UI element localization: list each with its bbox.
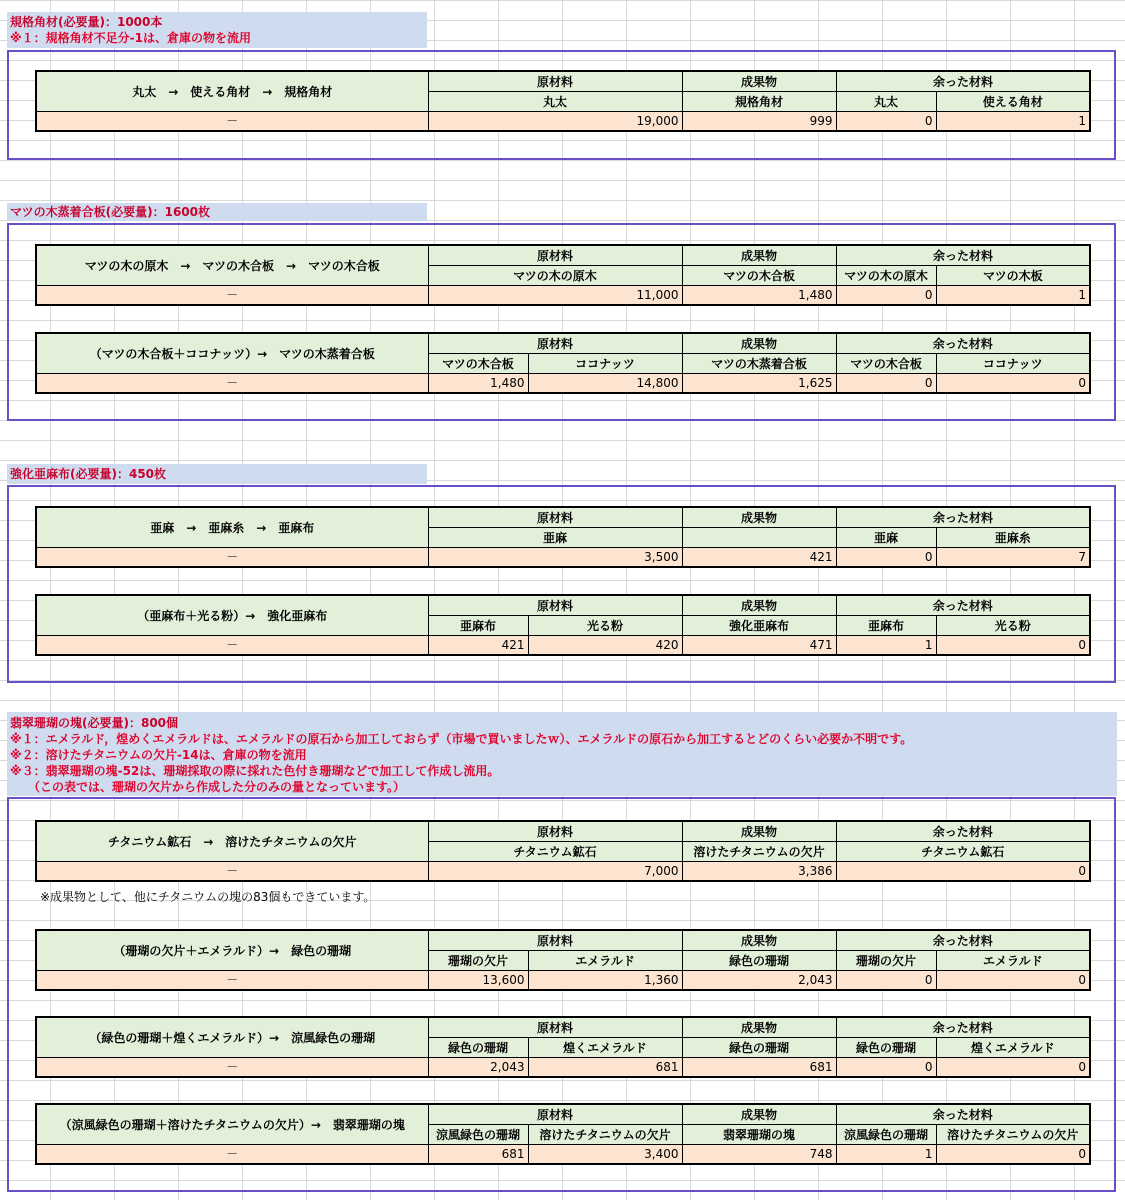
col-header: 光る粉 xyxy=(936,615,1090,635)
col-header: マツの木板 xyxy=(936,265,1090,285)
group-raw: 原材料 xyxy=(428,245,682,265)
group-leftover: 余った材料 xyxy=(836,71,1090,91)
cell[interactable]: 1 xyxy=(836,1144,936,1164)
cell[interactable]: 2,043 xyxy=(428,1057,528,1077)
cell[interactable]: 1 xyxy=(936,285,1090,305)
section-title: 強化亜麻布(必要量)：450枚 xyxy=(10,467,167,481)
group-raw: 原材料 xyxy=(428,821,682,841)
recipe-table xyxy=(35,1016,1091,1078)
cell[interactable]: 681 xyxy=(428,1144,528,1164)
col-header: 涼風緑色の珊瑚 xyxy=(428,1124,528,1144)
col-header: 緑色の珊瑚 xyxy=(836,1037,936,1057)
cell[interactable]: 0 xyxy=(936,970,1090,990)
col-header: チタニウム鉱石 xyxy=(428,841,682,861)
col-header: 亜麻 xyxy=(836,527,936,547)
col-header: マツの木合板 xyxy=(428,353,528,373)
cell[interactable]: 7,000 xyxy=(428,861,682,881)
flow-label: （緑色の珊瑚＋煌くエメラルド）→ 涼風緑色の珊瑚 xyxy=(36,1017,428,1057)
cell[interactable]: 1 xyxy=(936,111,1090,131)
group-output: 成果物 xyxy=(682,1104,836,1124)
cell[interactable]: 14,800 xyxy=(528,373,682,393)
col-header: 規格角材 xyxy=(682,91,836,111)
col-header: 珊瑚の欠片 xyxy=(428,950,528,970)
col-header: ココナッツ xyxy=(936,353,1090,373)
group-output: 成果物 xyxy=(682,1017,836,1037)
col-header: 緑色の珊瑚 xyxy=(682,1037,836,1057)
col-header: 煌くエメラルド xyxy=(528,1037,682,1057)
cell[interactable]: 0 xyxy=(836,861,1090,881)
cell[interactable]: － xyxy=(36,111,428,131)
recipe-table xyxy=(35,929,1091,991)
cell[interactable]: 999 xyxy=(682,111,836,131)
group-leftover: 余った材料 xyxy=(836,821,1090,841)
cell[interactable]: 0 xyxy=(936,1144,1090,1164)
cell[interactable]: 0 xyxy=(836,285,936,305)
cell[interactable]: 3,386 xyxy=(682,861,836,881)
cell[interactable]: 420 xyxy=(528,635,682,655)
cell[interactable]: 3,400 xyxy=(528,1144,682,1164)
section-header-ama xyxy=(7,464,427,484)
cell[interactable]: 748 xyxy=(682,1144,836,1164)
cell[interactable]: 0 xyxy=(836,1057,936,1077)
recipe-table xyxy=(35,70,1091,132)
group-raw: 原材料 xyxy=(428,930,682,950)
cell[interactable]: － xyxy=(36,635,428,655)
cell[interactable]: － xyxy=(36,547,428,567)
group-output: 成果物 xyxy=(682,930,836,950)
col-header: マツの木の原木 xyxy=(428,265,682,285)
col-header: 溶けたチタニウムの欠片 xyxy=(682,841,836,861)
flow-label: （涼風緑色の珊瑚＋溶けたチタニウムの欠片）→ 翡翠珊瑚の塊 xyxy=(36,1104,428,1144)
flow-label: （珊瑚の欠片＋エメラルド）→ 緑色の珊瑚 xyxy=(36,930,428,970)
col-header: 丸太 xyxy=(428,91,682,111)
group-leftover: 余った材料 xyxy=(836,595,1090,615)
col-header: 翡翠珊瑚の塊 xyxy=(682,1124,836,1144)
flow-label: 丸太 → 使える角材 → 規格角材 xyxy=(36,71,428,111)
flow-label: マツの木の原木 → マツの木合板 → マツの木合板 xyxy=(36,245,428,285)
cell[interactable]: 0 xyxy=(836,373,936,393)
col-header: 溶けたチタニウムの欠片 xyxy=(936,1124,1090,1144)
cell[interactable]: 0 xyxy=(836,547,936,567)
col-header: 緑色の珊瑚 xyxy=(428,1037,528,1057)
cell[interactable]: 471 xyxy=(682,635,836,655)
col-header: マツの木合板 xyxy=(682,265,836,285)
group-raw: 原材料 xyxy=(428,1104,682,1124)
section-note: ※３：翡翠珊瑚の塊-52は、珊瑚採取の際に採れた色付き珊瑚などで加工して作成し流用。 xyxy=(10,764,500,778)
section-title: 翡翠珊瑚の塊(必要量)：800個 xyxy=(10,716,179,730)
flow-label: （亜麻布＋光る粉）→ 強化亜麻布 xyxy=(36,595,428,635)
group-output: 成果物 xyxy=(682,821,836,841)
cell[interactable]: － xyxy=(36,285,428,305)
flow-label: 亜麻 → 亜麻糸 → 亜麻布 xyxy=(36,507,428,547)
cell[interactable]: 1,360 xyxy=(528,970,682,990)
recipe-table xyxy=(35,506,1091,568)
col-header: 緑色の珊瑚 xyxy=(682,950,836,970)
cell[interactable]: 1,480 xyxy=(428,373,528,393)
recipe-table xyxy=(35,332,1091,394)
flow-label: チタニウム鉱石 → 溶けたチタニウムの欠片 xyxy=(36,821,428,861)
cell[interactable]: 0 xyxy=(836,970,936,990)
col-header: マツの木合板 xyxy=(836,353,936,373)
group-leftover: 余った材料 xyxy=(836,333,1090,353)
col-header: 涼風緑色の珊瑚 xyxy=(836,1124,936,1144)
cell[interactable]: 421 xyxy=(682,547,836,567)
group-leftover: 余った材料 xyxy=(836,1104,1090,1124)
cell[interactable]: 0 xyxy=(936,373,1090,393)
recipe-table xyxy=(35,820,1091,882)
cell[interactable]: 13,600 xyxy=(428,970,528,990)
section-note: ※２：溶けたチタニウムの欠片-14は、倉庫の物を流用 xyxy=(10,748,307,762)
col-header: エメラルド xyxy=(936,950,1090,970)
group-leftover: 余った材料 xyxy=(836,507,1090,527)
group-leftover: 余った材料 xyxy=(836,1017,1090,1037)
section-note: ※１：エメラルド，煌めくエメラルドは、エメラルドの原石から加工しておらず（市場で買いましたｗ）、エメラルドの原石から加工するとどのくらい必要か不明です。 xyxy=(10,732,913,746)
col-header: マツの木蒸着合板 xyxy=(682,353,836,373)
group-output: 成果物 xyxy=(682,595,836,615)
col-header: 亜麻 xyxy=(428,527,682,547)
col-header: 強化亜麻布 xyxy=(682,615,836,635)
cell[interactable]: 0 xyxy=(836,111,936,131)
col-header: チタニウム鉱石 xyxy=(836,841,1090,861)
group-output: 成果物 xyxy=(682,333,836,353)
cell[interactable]: 0 xyxy=(936,1057,1090,1077)
cell[interactable]: 7 xyxy=(936,547,1090,567)
col-header xyxy=(682,527,836,547)
section-header-kikaku xyxy=(7,12,427,48)
col-header: 珊瑚の欠片 xyxy=(836,950,936,970)
section-header-hisui xyxy=(7,712,1117,796)
cell[interactable]: － xyxy=(36,373,428,393)
col-header: ココナッツ xyxy=(528,353,682,373)
group-output: 成果物 xyxy=(682,71,836,91)
col-header: 使える角材 xyxy=(936,91,1090,111)
cell[interactable]: 1,480 xyxy=(682,285,836,305)
section-title: マツの木蒸着合板(必要量)：1600枚 xyxy=(10,205,211,219)
col-header: エメラルド xyxy=(528,950,682,970)
recipe-table xyxy=(35,594,1091,656)
col-header: 溶けたチタニウムの欠片 xyxy=(528,1124,682,1144)
cell[interactable]: 0 xyxy=(936,635,1090,655)
group-raw: 原材料 xyxy=(428,71,682,91)
cell[interactable]: 11,000 xyxy=(428,285,682,305)
group-leftover: 余った材料 xyxy=(836,245,1090,265)
col-header: 煌くエメラルド xyxy=(936,1037,1090,1057)
cell[interactable]: － xyxy=(36,861,428,881)
cell[interactable]: － xyxy=(36,970,428,990)
extra-note: ※成果物として、他にチタニウムの塊の83個もできています。 xyxy=(40,890,376,904)
recipe-table xyxy=(35,1103,1091,1165)
section-note: （この表では、珊瑚の欠片から作成した分のみの量となっています。） xyxy=(10,780,406,794)
cell[interactable]: 681 xyxy=(682,1057,836,1077)
section-note: ※１：規格角材不足分-1は、倉庫の物を流用 xyxy=(10,31,251,45)
cell[interactable]: 2,043 xyxy=(682,970,836,990)
cell[interactable]: 19,000 xyxy=(428,111,682,131)
group-raw: 原材料 xyxy=(428,333,682,353)
cell[interactable]: 1 xyxy=(836,635,936,655)
group-raw: 原材料 xyxy=(428,1017,682,1037)
col-header: 亜麻糸 xyxy=(936,527,1090,547)
cell[interactable]: 1,625 xyxy=(682,373,836,393)
group-leftover: 余った材料 xyxy=(836,930,1090,950)
col-header: マツの木の原木 xyxy=(836,265,936,285)
group-output: 成果物 xyxy=(682,245,836,265)
cell[interactable]: 3,500 xyxy=(428,547,682,567)
group-raw: 原材料 xyxy=(428,507,682,527)
col-header: 亜麻布 xyxy=(836,615,936,635)
section-title: 規格角材(必要量)：1000本 xyxy=(10,15,163,29)
group-output: 成果物 xyxy=(682,507,836,527)
group-raw: 原材料 xyxy=(428,595,682,615)
col-header: 亜麻布 xyxy=(428,615,528,635)
cell[interactable]: 421 xyxy=(428,635,528,655)
col-header: 光る粉 xyxy=(528,615,682,635)
cell[interactable]: － xyxy=(36,1144,428,1164)
col-header: 丸太 xyxy=(836,91,936,111)
section-header-matsu xyxy=(7,203,427,221)
cell[interactable]: 681 xyxy=(528,1057,682,1077)
recipe-table xyxy=(35,244,1091,306)
cell[interactable]: － xyxy=(36,1057,428,1077)
flow-label: （マツの木合板＋ココナッツ）→ マツの木蒸着合板 xyxy=(36,333,428,373)
